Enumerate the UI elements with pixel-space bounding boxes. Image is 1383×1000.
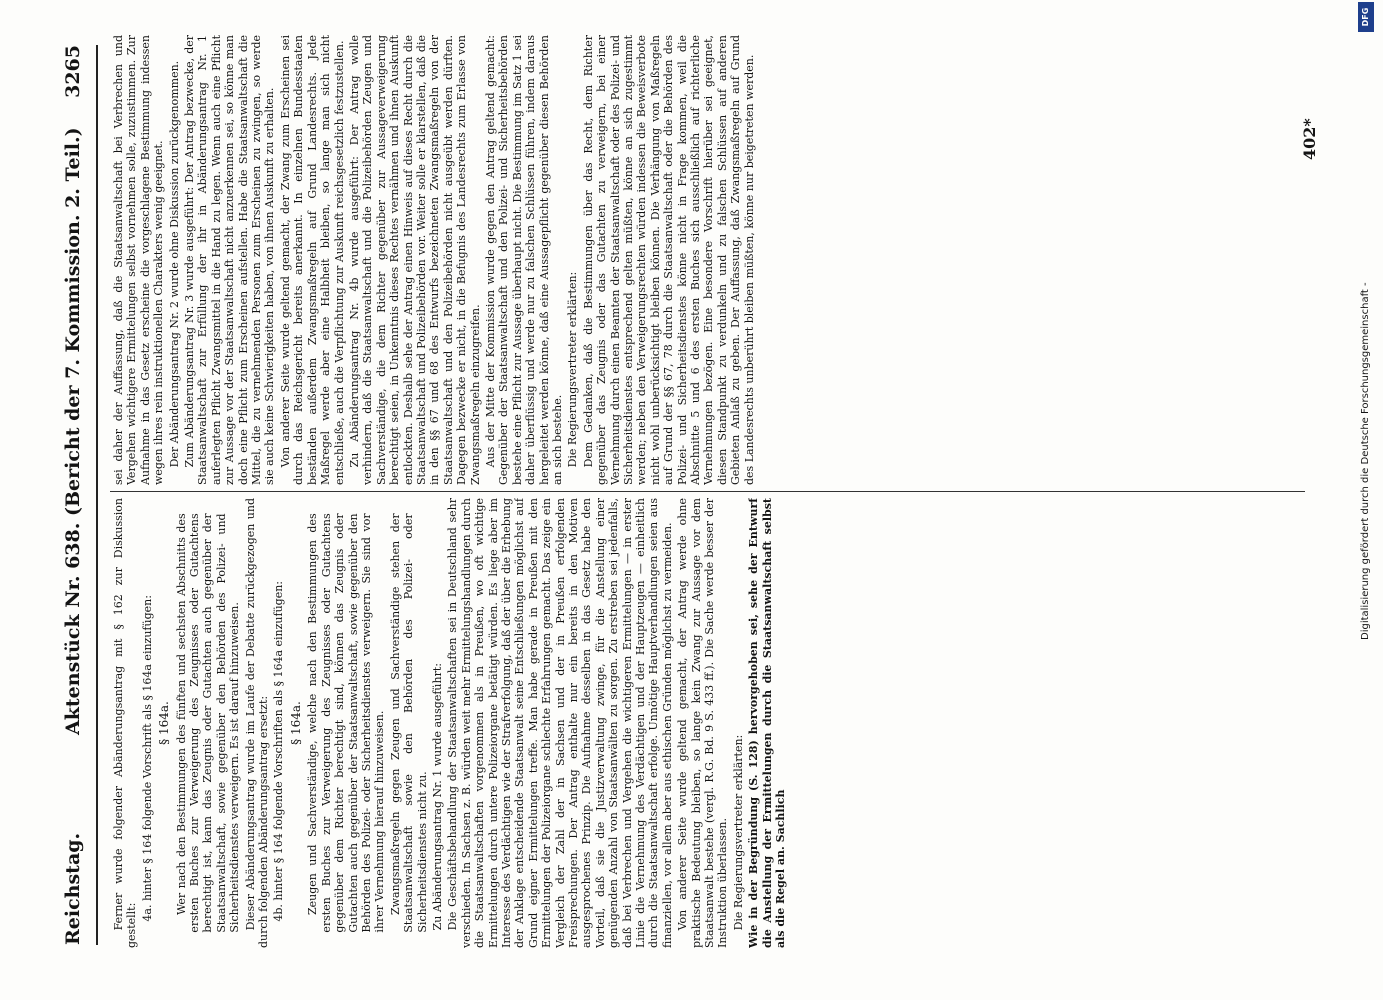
- paragraph: Von anderer Seite wurde geltend gemacht, der Antrag werde ohne praktische Bedeutung bleiben, so lange kein Zwang zur Aussage vor dem Staatsanwalt bestehe (vergl. R.G. Bd. 9 S. 433 ff.). Die Sache werde besser der Instruktion überlassen.: [676, 498, 730, 948]
- paragraph: Zum Abänderungsantrag Nr. 3 wurde ausgeführt: Der Antrag bezwecke, der Staatsanwaltschaft zur Erfüllung der ihr in Abänderungsantrag Nr. 1 auferlegten Pflicht Zwangsmittel in die Hand zu legen. Wenn auch eine Pflicht zur Aussage vor der Staatsanwaltschaft nicht anzuerkennen sei, so könne man doch eine Pflicht zum Erscheinen aufstellen. Habe die Staatsanwaltschaft die Mittel, die zu vernehmenden Personen zum Erscheinen zu zwingen, so werde sie auch keine Schwierigkeiten haben, von ihnen Auskunft zu erhalten.: [183, 35, 277, 485]
- paragraph: Dieser Abänderungsantrag wurde im Laufe der Debatte zurückgezogen und durch folgenden Abänderungsantrag ersetzt:: [243, 498, 271, 948]
- paragraph: Die Geschäftsbehandlung der Staatsanwaltschaften sei in Deutschland sehr verschieden. In Sachsen z. B. würden weit mehr Ermittelungshandlungen durch die Staatsanwaltschaften vorgenommen als in Preußen, wo oft wichtige Ermittelungen durch untere Polizeiorgane betätigt würden. Es liege aber im Interesse des Verdächtigen wie der Strafverfolgung, daß der über die Erhebung der Anklage entscheidende Staatsanwalt seine Entschließungen möglichst auf Grund eigner Ermittelungen treffe. Man habe gerade in Preußen mit den Ermittelungen der Polizeiorgane schlechte Erfahrungen gemacht. Das zeige ein Vergleich der Zahl der in Sachsen und der in Preußen erfolgenden Freisprechungen. Der Antrag enthalte nur ein bereits in den Motiven ausgesprochenes Prinzip. Die Aufnahme desselben in das Gesetz habe den Vorteil, daß sie die Justizverwaltung zwinge, für die Anstellung einer genügenden Anzahl von Staatsanwälten zu sorgen. Zu erstreben sei jedenfalls, daß bei Verbrechen und Vergehen die wichtigeren Ermittelungen — in erster Linie die Vernehmung des Verdächtigen und der Hauptzeugen — einheitlich durch die Staatsanwaltschaft erfolge. Unnötige Hauptverhandlungen seien aus finanziellen, vor allem aber aus ethischen Gründen möglichst zu vermeiden.: [446, 498, 674, 948]
- paragraph: Dem Gedanken, daß die Bestimmungen über das Recht, dem Richter gegenüber das Zeugnis oder das Gutachten zu verweigern, bei einer Vernehmung durch einen Beamten der Staatsanwaltschaft oder des Polizei- und Sicherheitsdienstes entsprechend gelten müßten, könne an sich zugestimmt werden; neben den Verweigerungsrechten würden indessen die Beweisverbote nicht wohl unberücksichtigt bleiben können. Die Verhängung von Maßregeln auf Grund der §§ 67, 78 durch die Staatsanwaltschaft oder die Behörden des Polizei- und Sicherheitsdienstes könne nicht in Frage kommen, weil die Abschnitte 5 und 6 des ersten Buches sich ausschließlich auf richterliche Vernehmungen bezögen. Eine besondere Vorschrift hierüber sei geeignet, diesen Standpunkt zu verdunkeln und zu falschen Schlüssen auf anderen Gebieten Anlaß zu geben. Der Auffassung, daß Zwangsmaßregeln auf Grund des Landesrechts unberührt bleiben müßten, könne nur beigetreten werden.: [581, 35, 756, 485]
- section-heading: § 164a.: [157, 701, 172, 745]
- paragraph: Die Regierungsvertreter erklärten:: [566, 271, 580, 468]
- dfg-logo-icon: DFG: [1358, 2, 1374, 32]
- margin-stamp: [1358, 0, 1376, 1000]
- quoted-provision: Zwangsmaßregeln gegen Zeugen und Sachverständige stehen der Staatsanwaltschaft sowie den Behörden des Polizei- oder Sicherheitsdienstes nicht zu.: [388, 513, 429, 933]
- signature-mark: 402*: [1300, 118, 1319, 160]
- funding-notice: Digitalisierung gefördert durch die Deutsche Forschungsgemeinschaft -: [1360, 282, 1371, 640]
- paragraph: Aus der Mitte der Kommission wurde gegen den Antrag geltend gemacht: Gegenüber der Staatsanwaltschaft und den Polizei- und Sicherheitsbehörden bestehe eine Pflicht zur Aussage überhaupt nicht. Die Bestimmung im Satz 1 sei daher überflüssig und werde nur zu falschen Schlüssen führen, indem daraus hergeleitet werden könne, daß eine Aussagepflicht gegenüber diesen Behörden an sich bestehe.: [483, 35, 564, 485]
- amendment-item: 4a. hinter § 164 folgende Vorschrift als § 164a einzufügen:: [140, 595, 154, 922]
- paragraph: Von anderer Seite wurde geltend gemacht, der Zwang zum Erscheinen sei durch das Reichsgericht bereits anerkannt. In einzelnen Bundesstaaten beständen außerdem Zwangsmaßregeln auf Grund Landesrechts. Jede Maßregel werde aber eine Halbheit bleiben, so lange man sich nicht entschließe, auch die Verpflichtung zur Auskunft reichsgesetzlich festzustellen.: [278, 35, 346, 485]
- right-column: [112, 35, 1302, 485]
- column-divider: [110, 491, 1305, 492]
- section-heading: § 164a.: [288, 701, 303, 745]
- paragraph: Zu Abänderungsantrag Nr. 4b wurde ausgeführt: Der Antrag wolle verhindern, daß die Staatsanwaltschaft und die Polizeibehörden Zeugen und Sachverständige, die dem Richter gegenüber zur Aussageverweigerung berechtigt seien, in Unkenntnis dieses Rechtes vernähmen und ihnen Auskunft entlockten. Deshalb sehe der Antrag einen Hinweis auf dieses Recht durch die Staatsanwaltschaft und Polizeibehörden vor. Weiter solle er klarstellen, daß die in den §§ 67 und 68 des Entwurfs bezeichneten Zwangsmaßregeln von der Staatsanwaltschaft und den Polizeibehörden nicht ausgeübt werden dürften. Dagegen bezwecke er nicht, in die Befugnis des Landesrechts zum Erlasse von Zwangsmaßregeln einzugreifen.: [347, 35, 482, 485]
- header-left: Reichstag.: [62, 832, 84, 945]
- paragraph: Die Regierungsvertreter erklärten:: [731, 734, 745, 931]
- left-column: [112, 498, 1302, 948]
- paragraph: sei daher der Auffassung, daß die Staatsanwaltschaft bei Verbrechen und Vergehen wichtigere Ermittelungen selbst vornehmen solle, zuzustimmen. Zur Aufnahme in das Gesetz erscheine die vorgeschlagene Bestimmung indessen wegen ihres rein instruktionellen Charakters wenig geeignet.: [112, 35, 166, 485]
- paragraph: Zu Abänderungsantrag Nr. 1 wurde ausgeführt:: [430, 663, 444, 931]
- amendment-item: 4b. hinter § 164 folgende Vorschriften als § 164a einzufügen:: [272, 581, 286, 922]
- quoted-provision: Wer nach den Bestimmungen des fünften und sechsten Abschnitts des ersten Buches zur Verweigerung des Zeugnisses oder Gutachtens berechtigt ist, kann das Zeugnis oder Gutachten auch gegenüber der Staatsanwaltschaft, sowie gegenüber den Behörden des Polizei- und Sicherheitsdienstes verweigern. Es ist darauf hinzuweisen.: [174, 513, 242, 933]
- paragraph: Der Abänderungsantrag Nr. 2 wurde ohne Diskussion zurückgenommen.: [167, 60, 181, 468]
- page-number: 3265: [62, 45, 84, 98]
- quoted-provision: Zeugen und Sachverständige, welche nach den Bestimmungen des ersten Buches zur Verweigerung des Zeugnisses oder Gutachtens gegenüber dem Richter berechtigt sind, können das Zeugnis oder Gutachten auch gegenüber der Staatsanwaltschaft, sowie gegenüber den Behörden des Polizei- oder Sicherheitsdienstes verweigern. Sie sind vor ihrer Vernehmung hierauf hinzuweisen.: [306, 513, 387, 933]
- page-header: [52, 45, 98, 945]
- paragraph: Ferner wurde folgender Abänderungsantrag mit § 162 zur Diskussion gestellt:: [112, 498, 139, 948]
- header-title: Aktenstück Nr. 638. (Bericht der 7. Kommission. 2. Teil.): [62, 127, 84, 735]
- bold-text: Wie in der Begründung (S. 128) hervorgehoben sei, sehe der Entwurf die Anstellung der Ermittelungen durch die Staatsanwaltschaft selbst als die Regel an. Sachlich: [747, 498, 788, 948]
- paragraph-bold: [747, 498, 787, 948]
